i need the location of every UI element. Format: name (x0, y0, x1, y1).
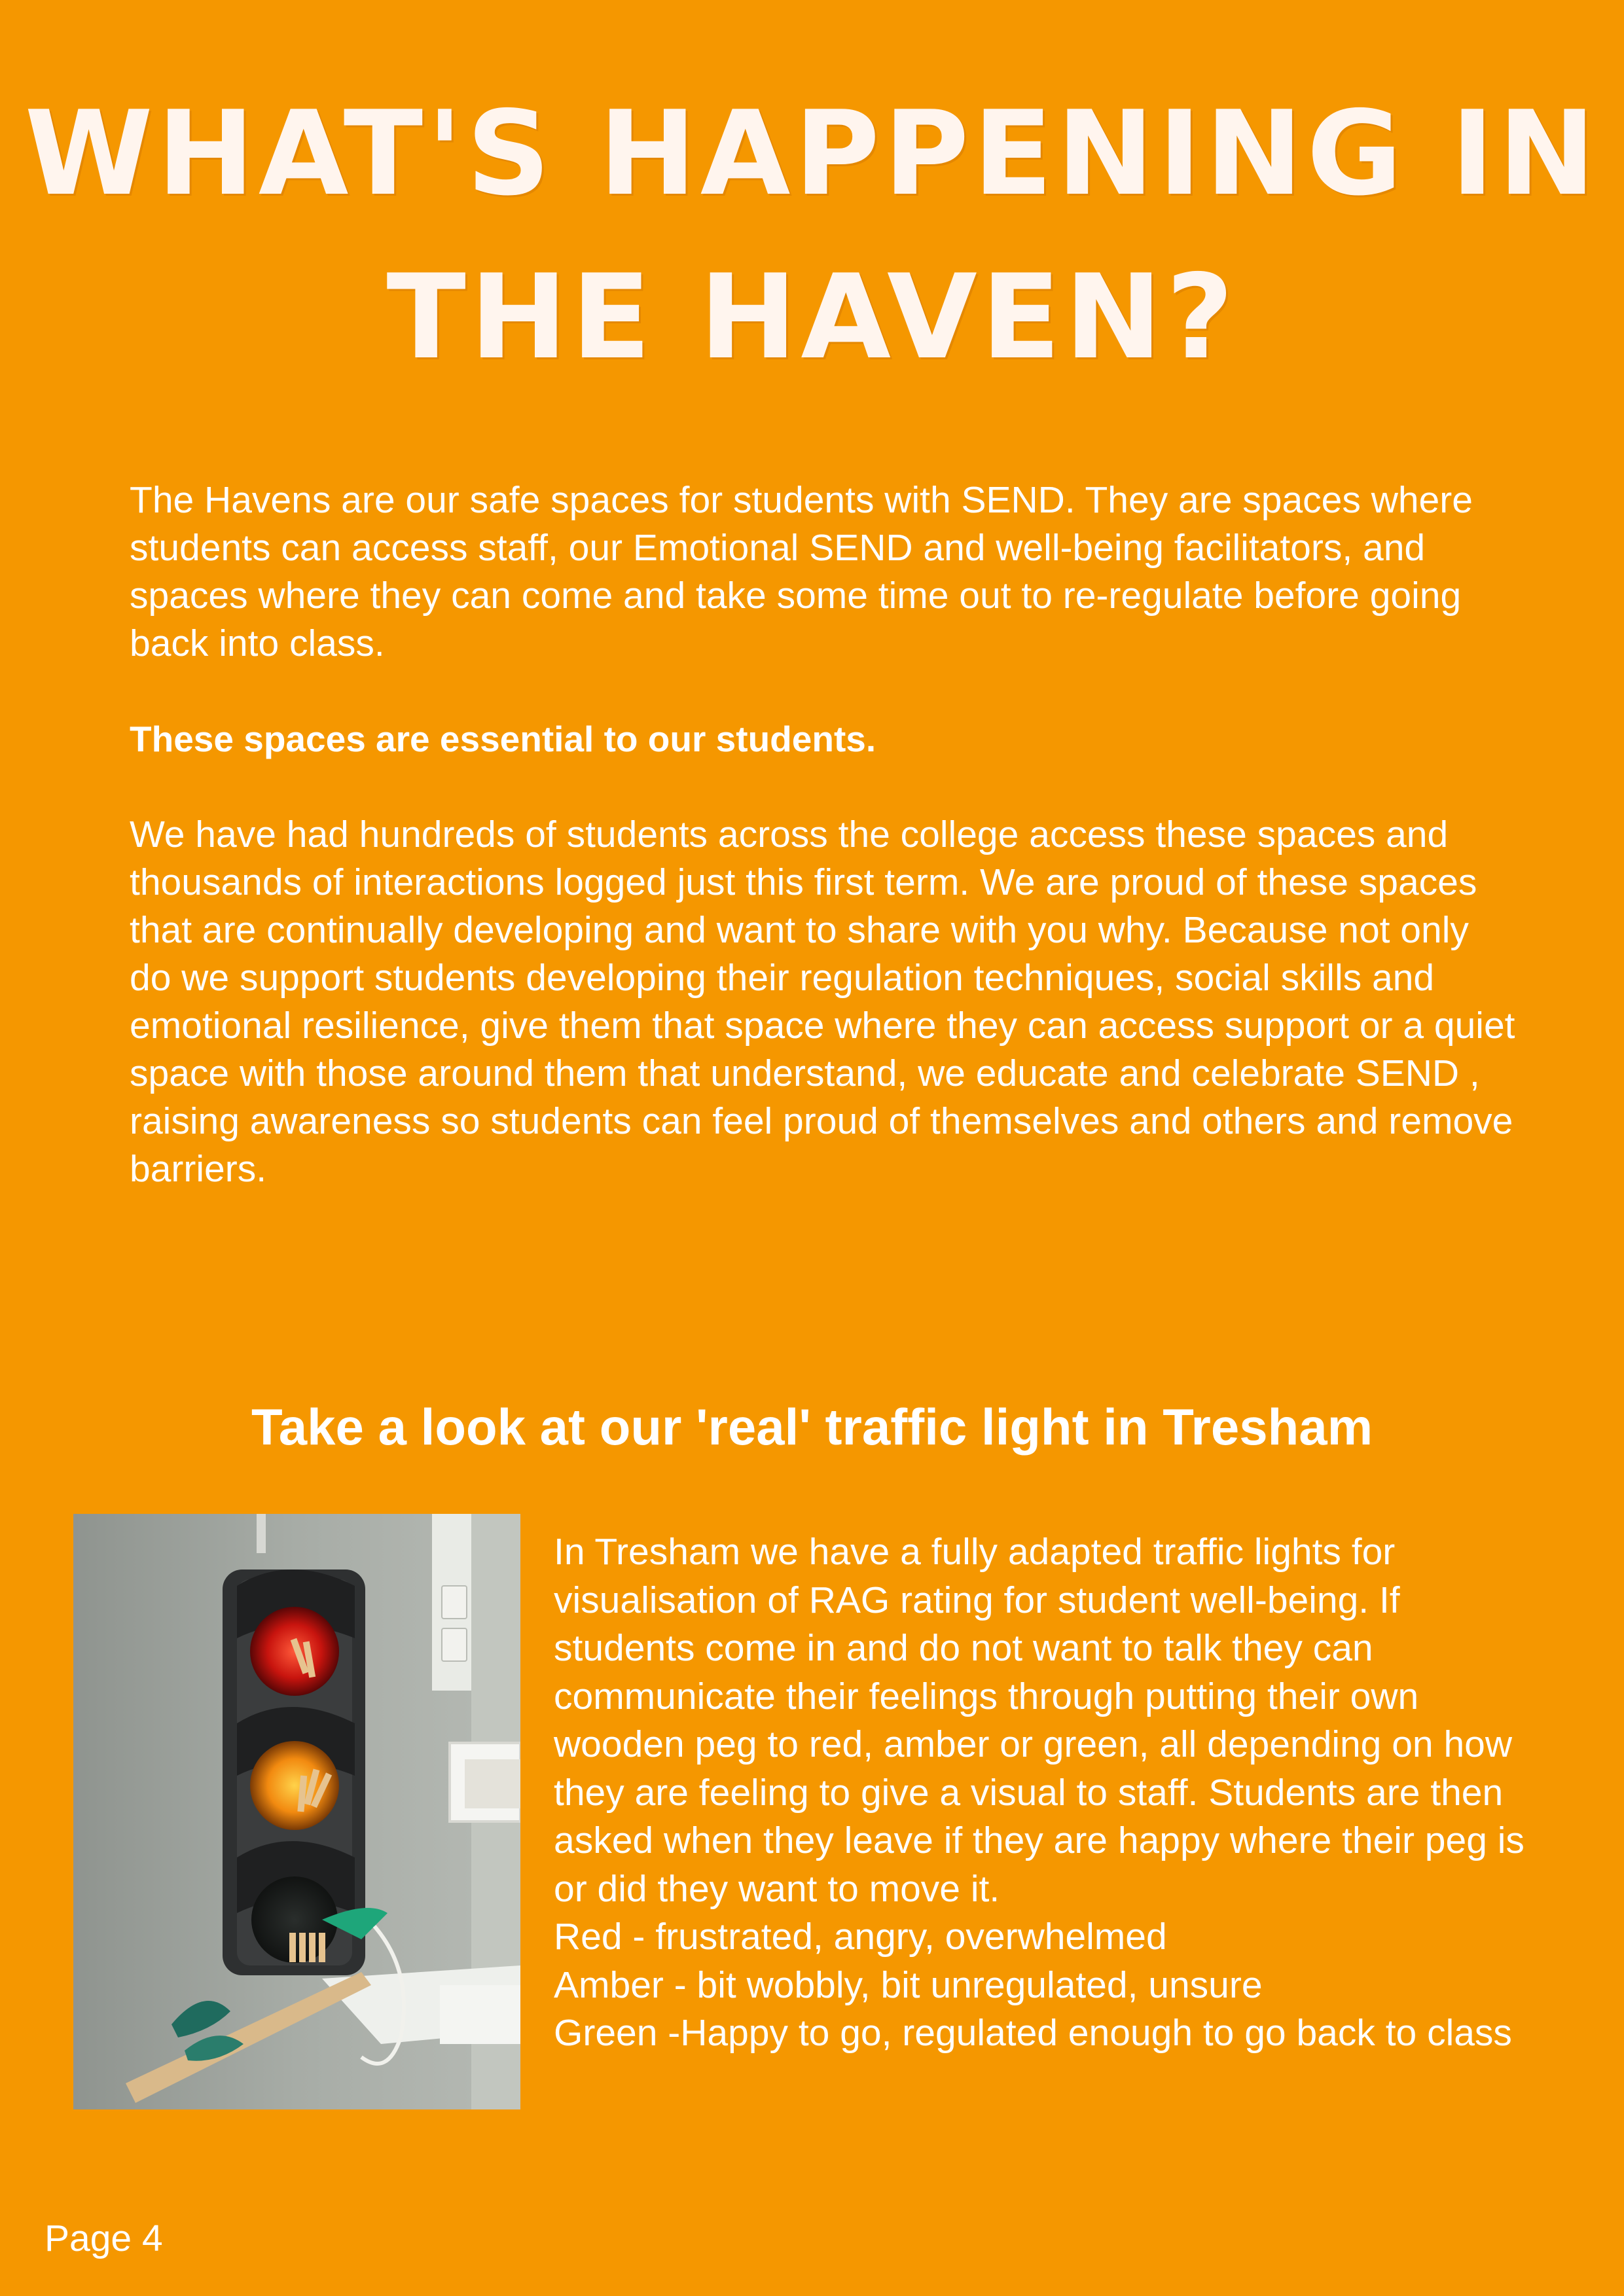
traffic-light-description: In Tresham we have a fully adapted traffic lights for visualisation of RAG rating for student well-being. If students come in and do not want to talk they can communicate their feelings through putting their own wooden peg to red, amber or green, all depending on how they are feeling to give a visual to staff. Students are then asked when they leave if they are happy where their peg is or did they want to move it. (554, 1531, 1525, 1910)
intro-section (130, 476, 1517, 1241)
intro-bold-statement: These spaces are essential to our students. (130, 719, 876, 759)
rag-amber-line: Amber - bit wobbly, bit unregulated, unsure (554, 1964, 1263, 2006)
intro-paragraph-1: The Havens are our safe spaces for students with SEND. They are spaces where students can access staff, our Emotional SEND and well-being facilitators, and spaces where they can come and take some time out to re-regulate before going back into class. (130, 479, 1473, 664)
rag-red-line: Red - frustrated, angry, overwhelmed (554, 1916, 1167, 1958)
page-title-line-2: THE HAVEN? (386, 249, 1238, 385)
page-title (0, 72, 1624, 399)
rag-green-line: Green -Happy to go, regulated enough to go back to class (554, 2012, 1512, 2054)
page-number: Page 4 (45, 2217, 163, 2259)
traffic-light-photo (73, 1514, 520, 2109)
traffic-light-description-block (554, 1528, 1536, 2058)
intro-paragraph-2: We have had hundreds of students across the college access these spaces and thousands of interactions logged just this first term. We are proud of these spaces that are continually developing and want to share with you why. Because not only do we support students developing their regulation techniques, social skills and emotional resilience, give them that space where they can access support or a quiet space with those around them that understand, we educate and celebrate SEND , raising awareness so students can feel proud of themselves and others and remove barriers. (130, 814, 1515, 1190)
traffic-light-heading: Take a look at our 'real' traffic light in Tresham (251, 1398, 1373, 1456)
page-title-line-1: WHAT'S HAPPENING IN (24, 86, 1600, 221)
